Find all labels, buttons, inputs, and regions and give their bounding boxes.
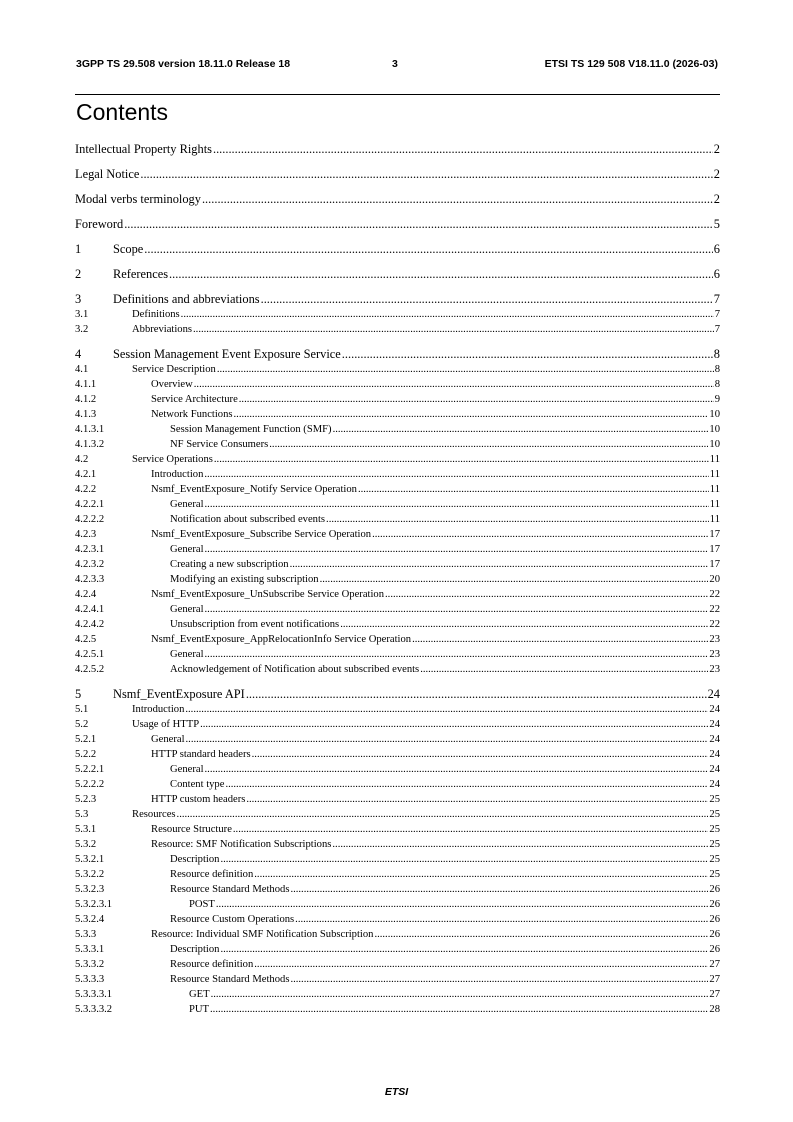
toc-dot-leader: [342, 347, 713, 362]
toc-entry-number: 4.1.3.1: [75, 424, 105, 435]
toc-entry-title: General: [170, 764, 204, 775]
toc-entry-title: Resource definition: [170, 959, 254, 970]
toc-dot-leader: [332, 837, 708, 852]
toc-entry-title: Resource: Individual SMF Notification Subscription: [151, 929, 374, 940]
toc-entry-title: Nsmf_EventExposure_Notify Service Operation: [151, 484, 357, 495]
toc-dot-leader: [204, 467, 708, 482]
toc-dot-leader: [261, 292, 713, 307]
toc-dot-leader: [254, 957, 708, 972]
toc-dot-leader: [202, 192, 713, 207]
toc-entry-number: 5.3.1: [75, 824, 97, 835]
toc-dot-leader: [246, 792, 708, 807]
toc-entry-number: 5.2.2.1: [75, 764, 105, 775]
toc-dot-leader: [216, 897, 709, 912]
toc-entry-page: 25: [709, 824, 720, 835]
toc-entry[interactable]: [75, 717, 720, 732]
header-spec-version: 3GPP TS 29.508 version 18.11.0 Release 18: [76, 58, 291, 70]
toc-entry-title: Resource Structure: [151, 824, 232, 835]
toc-entry-page: 24: [709, 719, 720, 730]
toc-dot-leader: [200, 717, 708, 732]
toc-entry[interactable]: [75, 617, 720, 632]
toc-entry-title: Nsmf_EventExposure_Subscribe Service Operation: [151, 529, 372, 540]
toc-entry-number: 4.1.2: [75, 394, 97, 405]
toc-dot-leader: [234, 407, 709, 422]
toc-entry-title: NF Service Consumers: [170, 439, 269, 450]
toc-dot-leader: [358, 482, 709, 497]
toc-entry-number: 5.2.1: [75, 734, 97, 745]
header-page-number: 3: [392, 58, 398, 70]
toc-entry-page: 7: [714, 309, 720, 320]
toc-entry-title: HTTP custom headers: [151, 794, 246, 805]
toc-entry-page: 24: [709, 779, 720, 790]
toc-entry-page: 23: [709, 649, 720, 660]
toc-entry-title: Resource Custom Operations: [170, 914, 295, 925]
toc-entry-number: 4.2.3.3: [75, 574, 105, 585]
toc-entry-page: 11: [709, 484, 720, 495]
toc-entry-number: 4.2.3: [75, 529, 97, 540]
toc-entry[interactable]: [75, 307, 720, 322]
toc-entry-number: 4.2.4.1: [75, 604, 105, 615]
toc-entry-page: 8: [714, 364, 720, 375]
toc-entry-page: 23: [709, 634, 720, 645]
toc-dot-leader: [269, 437, 708, 452]
toc-entry-number: 4.1.3.2: [75, 439, 105, 450]
toc-dot-leader: [205, 497, 709, 512]
toc-entry[interactable]: [75, 792, 720, 807]
toc-entry-title: Scope: [113, 242, 144, 256]
toc-dot-leader: [140, 167, 712, 182]
toc-dot-leader: [217, 362, 714, 377]
toc-entry[interactable]: [75, 942, 720, 957]
toc-entry-page: 22: [709, 619, 720, 630]
toc-entry[interactable]: [75, 217, 720, 232]
toc-entry-page: 8: [714, 379, 720, 390]
toc-entry[interactable]: [75, 702, 720, 717]
toc-entry-title: Description: [170, 944, 220, 955]
toc-entry-number: 5: [75, 687, 82, 701]
toc-entry-title: Introduction: [151, 469, 204, 480]
toc-dot-leader: [412, 632, 708, 647]
toc-entry[interactable]: [75, 762, 720, 777]
toc-entry-number: 5.3.2.3: [75, 884, 105, 895]
toc-entry-number: 4.2.4.2: [75, 619, 105, 630]
toc-dot-leader: [290, 882, 708, 897]
toc-entry[interactable]: [75, 512, 720, 527]
toc-entry[interactable]: [75, 422, 720, 437]
toc-dot-leader: [220, 852, 708, 867]
toc-entry-number: 4: [75, 347, 82, 361]
toc-dot-leader: [211, 987, 709, 1002]
toc-entry-page: 27: [709, 974, 720, 985]
toc-entry-number: 5.3.3.3.2: [75, 1004, 113, 1015]
toc-entry-title: HTTP standard headers: [151, 749, 251, 760]
toc-entry-number: 4.1.3: [75, 409, 97, 420]
toc-entry-page: 10: [709, 439, 720, 450]
toc-entry-page: 24: [709, 764, 720, 775]
toc-entry-number: 3.1: [75, 309, 89, 320]
toc-entry[interactable]: [75, 242, 720, 257]
toc-entry-number: 4.2.1: [75, 469, 97, 480]
toc-entry-title: Creating a new subscription: [170, 559, 289, 570]
toc-entry-title: Network Functions: [151, 409, 233, 420]
toc-entry[interactable]: [75, 602, 720, 617]
toc-entry-page: 25: [709, 794, 720, 805]
toc-entry-number: 5.3.2.3.1: [75, 899, 113, 910]
toc-entry-page: 11: [709, 499, 720, 510]
toc-entry-page: 2: [713, 142, 720, 156]
toc-entry-page: 23: [709, 664, 720, 675]
toc-entry-title: Resource Standard Methods: [170, 974, 290, 985]
toc-entry-title: General: [170, 499, 204, 510]
toc-entry-number: 4.2.2.1: [75, 499, 105, 510]
toc-dot-leader: [372, 527, 708, 542]
toc-dot-leader: [374, 927, 708, 942]
toc-entry-page: 26: [709, 899, 720, 910]
toc-dot-leader: [295, 912, 708, 927]
toc-entry-number: 5.3.3.2: [75, 959, 105, 970]
toc-entry-title: Intellectual Property Rights: [75, 142, 212, 156]
toc-dot-leader: [205, 602, 709, 617]
toc-entry[interactable]: [75, 777, 720, 792]
toc-dot-leader: [213, 142, 713, 157]
toc-entry[interactable]: [75, 377, 720, 392]
toc-entry[interactable]: [75, 1002, 720, 1017]
toc-dot-leader: [333, 422, 709, 437]
toc-entry-number: 4.2.2.2: [75, 514, 105, 525]
toc-entry-page: 2: [713, 167, 720, 181]
toc-dot-leader: [177, 807, 709, 822]
toc-entry-number: 5.1: [75, 704, 89, 715]
toc-dot-leader: [385, 587, 708, 602]
toc-entry[interactable]: [75, 482, 720, 497]
toc-entry[interactable]: [75, 467, 720, 482]
toc-entry[interactable]: [75, 347, 720, 362]
toc-entry[interactable]: [75, 852, 720, 867]
toc-entry-title: Resource definition: [170, 869, 254, 880]
toc-entry-page: 25: [709, 854, 720, 865]
toc-entry[interactable]: [75, 822, 720, 837]
toc-entry[interactable]: [75, 647, 720, 662]
toc-entry-number: 3.2: [75, 324, 89, 335]
toc-entry-title: Description: [170, 854, 220, 865]
toc-entry-number: 5.2: [75, 719, 89, 730]
toc-entry-page: 7: [714, 324, 720, 335]
toc-entry-page: 6: [713, 242, 720, 256]
toc-dot-leader: [290, 972, 708, 987]
toc-dot-leader: [246, 687, 707, 702]
toc-entry-page: 17: [709, 544, 720, 555]
toc-entry-title: Definitions and abbreviations: [113, 292, 260, 306]
toc-entry[interactable]: [75, 632, 720, 647]
toc-entry[interactable]: [75, 662, 720, 677]
toc-entry[interactable]: [75, 192, 720, 207]
toc-entry-page: 26: [709, 929, 720, 940]
toc-entry[interactable]: [75, 972, 720, 987]
table-of-contents: [75, 142, 720, 1017]
toc-entry-page: 17: [709, 559, 720, 570]
toc-dot-leader: [144, 242, 713, 257]
toc-entry-page: 2: [713, 192, 720, 206]
toc-entry-title: General: [170, 649, 204, 660]
toc-entry-title: Acknowledgement of Notification about subscribed events: [170, 664, 420, 675]
toc-dot-leader: [169, 267, 713, 282]
toc-entry[interactable]: [75, 292, 720, 307]
toc-entry-title: General: [170, 544, 204, 555]
toc-entry-title: POST: [189, 899, 215, 910]
toc-entry-title: General: [170, 604, 204, 615]
toc-entry-number: 4.2.5: [75, 634, 97, 645]
toc-entry-title: Notification about subscribed events: [170, 514, 326, 525]
toc-entry-page: 27: [709, 959, 720, 970]
toc-entry-title: Service Operations: [132, 454, 213, 465]
toc-entry-number: 5.3.3.1: [75, 944, 105, 955]
toc-entry[interactable]: [75, 452, 720, 467]
toc-dot-leader: [193, 322, 714, 337]
toc-entry-page: 9: [714, 394, 720, 405]
toc-dot-leader: [181, 307, 714, 322]
toc-dot-leader: [420, 662, 708, 677]
toc-entry-number: 4.1.1: [75, 379, 97, 390]
page-title: Contents: [76, 99, 169, 125]
toc-entry-number: 5.3: [75, 809, 89, 820]
toc-entry-page: 20: [709, 574, 720, 585]
toc-entry[interactable]: [75, 732, 720, 747]
toc-entry-title: GET: [189, 989, 210, 1000]
toc-dot-leader: [340, 617, 708, 632]
toc-entry-title: PUT: [189, 1004, 210, 1015]
toc-entry-page: 24: [709, 749, 720, 760]
toc-entry-page: 26: [709, 914, 720, 925]
toc-entry[interactable]: [75, 587, 720, 602]
toc-dot-leader: [205, 647, 709, 662]
toc-entry[interactable]: [75, 867, 720, 882]
toc-entry[interactable]: [75, 957, 720, 972]
toc-entry-title: Service Architecture: [151, 394, 238, 405]
toc-entry-title: Usage of HTTP: [132, 719, 200, 730]
toc-entry-title: Resource Standard Methods: [170, 884, 290, 895]
toc-entry-number: 5.3.3.3.1: [75, 989, 113, 1000]
toc-entry-page: 26: [709, 944, 720, 955]
toc-dot-leader: [214, 452, 709, 467]
toc-entry-title: Service Description: [132, 364, 216, 375]
toc-entry-number: 5.3.2.2: [75, 869, 105, 880]
toc-entry-number: 4.2: [75, 454, 89, 465]
toc-entry[interactable]: [75, 687, 720, 702]
toc-entry-number: 5.3.2.4: [75, 914, 105, 925]
toc-entry[interactable]: [75, 987, 720, 1002]
toc-entry-page: 24: [707, 687, 720, 701]
toc-entry-title: General: [151, 734, 185, 745]
toc-entry[interactable]: [75, 167, 720, 182]
toc-dot-leader: [254, 867, 708, 882]
toc-entry[interactable]: [75, 437, 720, 452]
toc-dot-leader: [326, 512, 709, 527]
toc-entry-title: Nsmf_EventExposure_AppRelocationInfo Service Operation: [151, 634, 412, 645]
toc-dot-leader: [185, 702, 708, 717]
toc-entry[interactable]: [75, 362, 720, 377]
toc-entry[interactable]: [75, 392, 720, 407]
toc-entry-title: Modal verbs terminology: [75, 192, 201, 206]
toc-entry-page: 27: [709, 989, 720, 1000]
toc-entry-page: 24: [709, 704, 720, 715]
toc-entry-page: 28: [709, 1004, 720, 1015]
toc-entry-page: 10: [709, 409, 720, 420]
toc-dot-leader: [186, 732, 709, 747]
toc-dot-leader: [252, 747, 709, 762]
toc-entry-page: 25: [709, 869, 720, 880]
toc-entry-title: Nsmf_EventExposure_UnSubscribe Service Operation: [151, 589, 385, 600]
toc-dot-leader: [124, 217, 713, 232]
toc-entry-title: Definitions: [132, 309, 180, 320]
toc-entry-page: 11: [709, 469, 720, 480]
toc-entry-number: 2: [75, 267, 82, 281]
header-rule: [75, 94, 720, 95]
toc-entry-title: Introduction: [132, 704, 185, 715]
toc-entry-number: 4.2.2: [75, 484, 97, 495]
toc-entry-page: 26: [709, 884, 720, 895]
toc-entry-page: 22: [709, 604, 720, 615]
toc-entry-page: 5: [713, 217, 720, 231]
toc-entry-number: 5.3.3: [75, 929, 97, 940]
toc-entry[interactable]: [75, 142, 720, 157]
toc-entry-number: 5.2.3: [75, 794, 97, 805]
toc-entry-page: 24: [709, 734, 720, 745]
toc-dot-leader: [205, 762, 709, 777]
toc-entry-title: Resources: [132, 809, 176, 820]
toc-entry[interactable]: [75, 927, 720, 942]
toc-entry-page: 11: [709, 514, 720, 525]
toc-entry-page: 11: [709, 454, 720, 465]
toc-entry[interactable]: [75, 267, 720, 282]
toc-entry-page: 25: [709, 809, 720, 820]
toc-entry-title: Abbreviations: [132, 324, 193, 335]
toc-entry-page: 8: [713, 347, 720, 361]
toc-entry-number: 3: [75, 292, 82, 306]
toc-entry-number: 5.2.2: [75, 749, 97, 760]
toc-dot-leader: [220, 942, 708, 957]
toc-entry[interactable]: [75, 837, 720, 852]
toc-entry-title: Foreword: [75, 217, 124, 231]
toc-entry-title: Session Management Event Exposure Service: [113, 347, 341, 361]
toc-entry-number: 5.3.2.1: [75, 854, 105, 865]
toc-entry-title: Nsmf_EventExposure API: [113, 687, 245, 701]
toc-entry-page: 10: [709, 424, 720, 435]
toc-entry[interactable]: [75, 572, 720, 587]
toc-entry[interactable]: [75, 882, 720, 897]
toc-entry-title: Content type: [170, 779, 225, 790]
toc-entry-number: 4.2.4: [75, 589, 97, 600]
toc-dot-leader: [205, 542, 709, 557]
toc-entry[interactable]: [75, 322, 720, 337]
toc-entry[interactable]: [75, 407, 720, 422]
toc-entry-number: 4.2.5.1: [75, 649, 105, 660]
toc-dot-leader: [290, 557, 709, 572]
toc-dot-leader: [225, 777, 708, 792]
toc-entry-title: Modifying an existing subscription: [170, 574, 319, 585]
toc-entry-page: 17: [709, 529, 720, 540]
header-etsi-reference: ETSI TS 129 508 V18.11.0 (2026-03): [544, 58, 718, 70]
toc-entry-number: 4.1: [75, 364, 89, 375]
toc-entry-number: 4.2.3.2: [75, 559, 105, 570]
toc-dot-leader: [239, 392, 714, 407]
toc-entry-page: 22: [709, 589, 720, 600]
toc-entry-title: Session Management Function (SMF): [170, 424, 332, 435]
toc-entry-number: 1: [75, 242, 82, 256]
toc-entry-title: Overview: [151, 379, 193, 390]
toc-dot-leader: [194, 377, 714, 392]
toc-entry-page: 7: [713, 292, 720, 306]
toc-entry[interactable]: [75, 527, 720, 542]
toc-entry-page: 25: [709, 839, 720, 850]
toc-entry[interactable]: [75, 542, 720, 557]
toc-entry[interactable]: [75, 497, 720, 512]
toc-entry-title: Legal Notice: [75, 167, 140, 181]
toc-entry-title: Unsubscription from event notifications: [170, 619, 340, 630]
toc-entry-number: 5.3.2: [75, 839, 97, 850]
toc-entry[interactable]: [75, 897, 720, 912]
toc-entry-number: 4.2.3.1: [75, 544, 105, 555]
toc-entry-title: References: [113, 267, 169, 281]
toc-entry[interactable]: [75, 557, 720, 572]
toc-entry[interactable]: [75, 912, 720, 927]
toc-dot-leader: [320, 572, 709, 587]
toc-entry[interactable]: [75, 747, 720, 762]
toc-entry-title: Resource: SMF Notification Subscriptions: [151, 839, 332, 850]
toc-entry-number: 5.2.2.2: [75, 779, 105, 790]
toc-entry-page: 6: [713, 267, 720, 281]
toc-entry-number: 4.2.5.2: [75, 664, 105, 675]
toc-entry-number: 5.3.3.3: [75, 974, 105, 985]
toc-entry[interactable]: [75, 807, 720, 822]
toc-dot-leader: [233, 822, 709, 837]
footer-etsi: ETSI: [384, 1086, 409, 1098]
toc-dot-leader: [210, 1002, 708, 1017]
